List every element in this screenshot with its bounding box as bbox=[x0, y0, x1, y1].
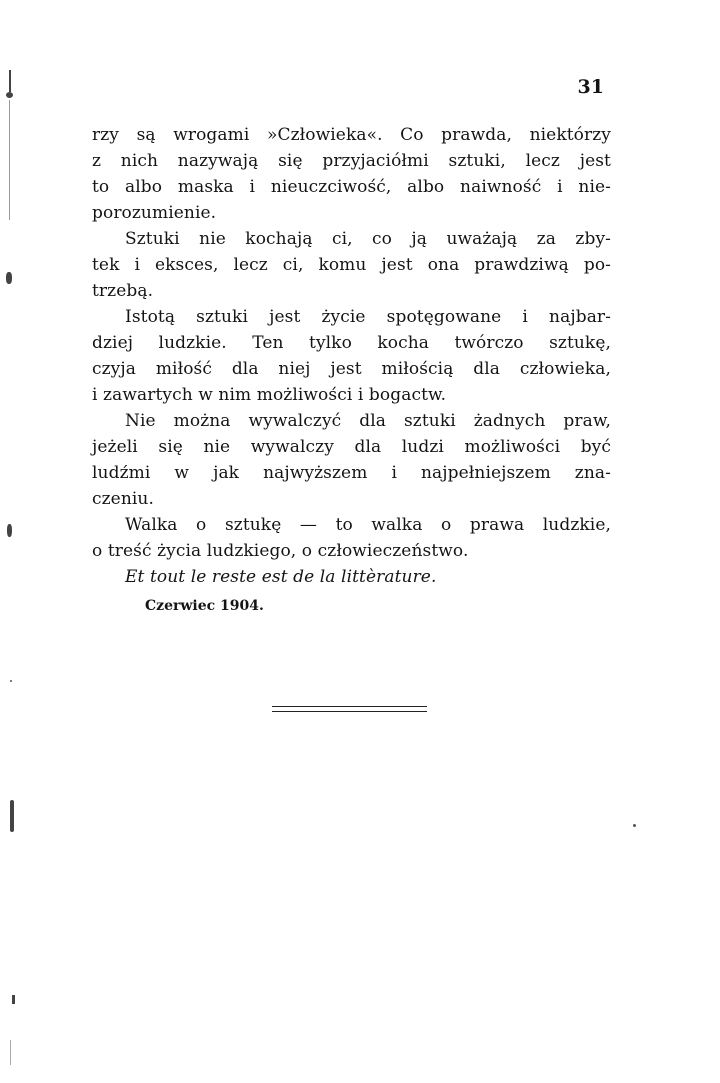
text-line: Walka o sztukę — to walka o prawa ludzkie, bbox=[125, 515, 611, 535]
margin-mark bbox=[6, 272, 12, 284]
end-rule-top bbox=[272, 706, 427, 707]
margin-mark bbox=[10, 1040, 11, 1065]
text-line: trzebą. bbox=[92, 281, 154, 301]
text-line: porozumienie. bbox=[92, 203, 217, 223]
text-line: rzy są wrogami »Człowieka«. Co prawda, niektórzy bbox=[92, 125, 611, 145]
text-line: jeżeli się nie wywalczy dla ludzi możliwości być bbox=[92, 437, 611, 457]
margin-mark bbox=[9, 70, 11, 92]
text-line: Istotą sztuki jest życie spotęgowane i najbar- bbox=[125, 307, 611, 327]
text-line: ludźmi w jak najwyższem i najpełniejszem zna- bbox=[92, 463, 611, 483]
margin-mark bbox=[10, 800, 14, 832]
body-text bbox=[92, 122, 611, 616]
speck bbox=[10, 680, 12, 682]
text-line: z nich nazywają się przyjaciółmi sztuki, lecz jest bbox=[92, 151, 611, 171]
page-number: 31 bbox=[577, 76, 604, 98]
text-line: to albo maska i nieuczciwość, albo naiwność i nie- bbox=[92, 177, 611, 197]
text-line: dziej ludzkie. Ten tylko kocha twórczo sztukę, bbox=[92, 333, 611, 353]
margin-mark bbox=[7, 524, 12, 537]
margin-mark bbox=[12, 995, 15, 1004]
margin-mark bbox=[6, 92, 13, 98]
text-line: czyja miłość dla niej jest miłością dla człowieka, bbox=[92, 359, 611, 379]
speck bbox=[633, 824, 636, 827]
text-line: tek i eksces, lecz ci, komu jest ona prawdziwą po- bbox=[92, 255, 611, 275]
text-line: czeniu. bbox=[92, 489, 154, 509]
end-rule-bottom bbox=[272, 711, 427, 712]
text-line: Sztuki nie kochają ci, co ją uważają za zby- bbox=[125, 229, 611, 249]
margin-mark bbox=[9, 100, 10, 220]
signature-date: Czerwiec 1904. bbox=[145, 598, 264, 614]
text-line: Et tout le reste est de la littèrature. bbox=[125, 567, 437, 587]
text-line: Nie można wywalczyć dla sztuki żadnych praw, bbox=[125, 411, 611, 431]
text-line: o treść życia ludzkiego, o człowieczeństwo. bbox=[92, 541, 469, 561]
text-line: i zawartych w nim możliwości i bogactw. bbox=[92, 385, 447, 405]
